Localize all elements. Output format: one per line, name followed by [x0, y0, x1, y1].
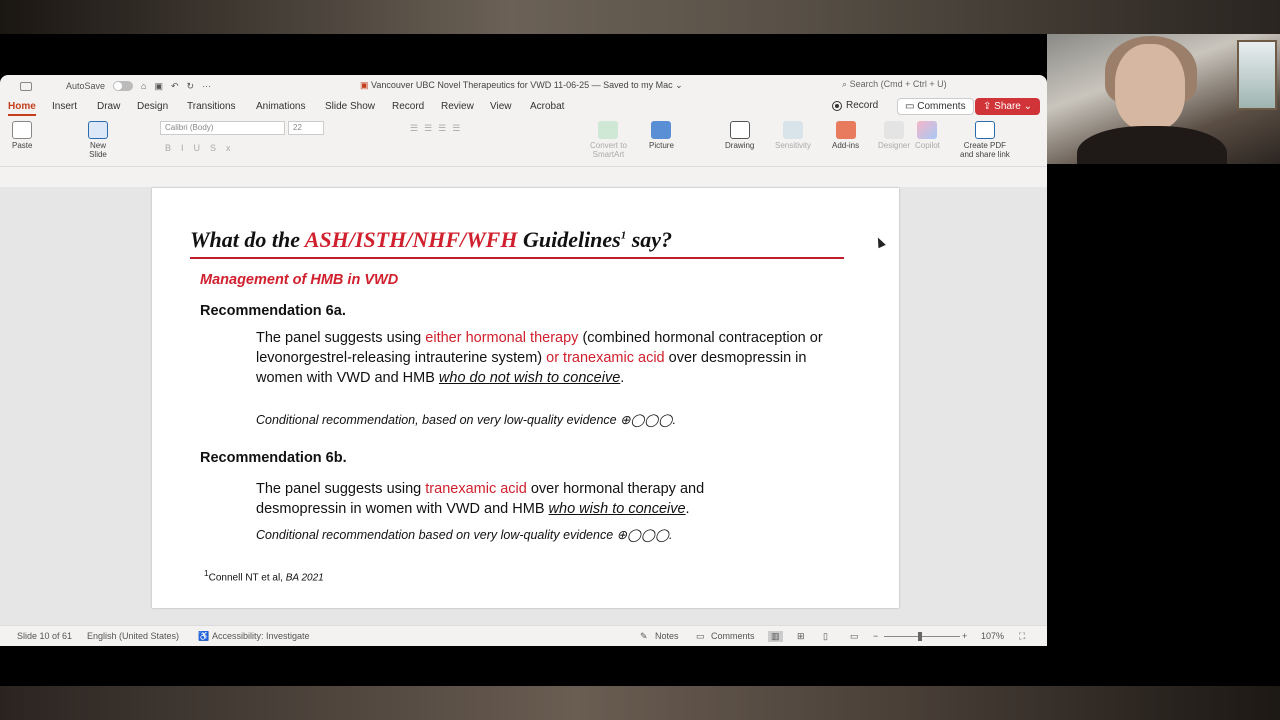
zoom-slider-thumb[interactable] [918, 632, 922, 641]
comments-status-button[interactable]: Comments [711, 631, 755, 641]
tab-draw[interactable]: Draw [97, 101, 121, 112]
record-button[interactable] [832, 100, 878, 111]
new-slide-button[interactable] [88, 121, 108, 159]
comment-icon: ▭ [905, 101, 915, 112]
rec6a-red-2: or tranexamic acid [546, 350, 665, 366]
copilot-icon [917, 121, 937, 139]
undo-icon[interactable]: ↶ [170, 80, 179, 91]
document-title [360, 80, 683, 91]
ribbon-tabs [0, 97, 1047, 117]
zoom-out-icon[interactable]: − [873, 631, 879, 641]
title-footnote-marker: 1 [620, 229, 627, 242]
slideshow-view-icon[interactable]: ▭ [850, 631, 859, 641]
designer-label: Designer [878, 141, 911, 150]
designer-icon [884, 121, 904, 139]
notes-icon: ✎ [640, 631, 648, 641]
tab-animations[interactable]: Animations [256, 101, 306, 112]
create-pdf-button[interactable] [960, 121, 1010, 159]
notes-button[interactable]: Notes [655, 631, 679, 641]
drawing-icon [730, 121, 750, 139]
title-text-3: say? [626, 227, 673, 252]
title-underline [190, 257, 844, 259]
rec6b-period: . [685, 501, 690, 517]
reference-journal: BA 2021 [285, 572, 324, 584]
recommendation-6a-evidence: Conditional recommendation, based on very low-quality evidence ⊕◯◯◯. [256, 413, 677, 427]
rec6b-text-1: The panel suggests using [256, 481, 426, 497]
reference-text: Connell NT et al, [208, 572, 286, 584]
title-text-1: What do the [190, 227, 305, 252]
addins-label: Add-ins [832, 141, 860, 150]
create-pdf-label-2: and share link [960, 150, 1010, 159]
drawing-label: Drawing [725, 141, 755, 150]
rec6a-period: . [620, 370, 625, 386]
paragraph-buttons[interactable]: ☰☰☰☰ [410, 123, 467, 133]
drawing-button[interactable] [725, 121, 754, 150]
comments-button[interactable] [897, 98, 974, 115]
slide-reference [204, 568, 324, 583]
convert-smartart-button[interactable] [590, 121, 627, 159]
pdf-share-icon [975, 121, 995, 139]
zoom-level[interactable]: 107% [981, 631, 1005, 641]
accessibility-status[interactable]: Accessibility: Investigate [212, 631, 310, 641]
search-box[interactable] [842, 79, 947, 90]
rec6b-red-1: tranexamic acid [425, 481, 527, 497]
autosave-label: AutoSave [66, 81, 106, 91]
slide-title [190, 227, 672, 253]
save-icon[interactable]: ▣ [154, 80, 163, 91]
smartart-icon [598, 121, 618, 139]
presenter-face [1115, 44, 1185, 130]
document-title-text: Vancouver UBC Novel Therapeutics for VWD 11-06-25 — Saved to my Mac [371, 80, 673, 90]
new-slide-label-2: Slide [89, 150, 107, 159]
home-icon[interactable]: ⌂ [141, 81, 147, 91]
tab-view[interactable]: View [490, 101, 512, 112]
rec6a-underlined: who do not wish to conceive [438, 370, 621, 386]
pptx-file-icon: ▣ [360, 80, 369, 90]
search-placeholder: Search (Cmd + Ctrl + U) [849, 79, 947, 89]
addins-button[interactable] [832, 121, 859, 150]
zoom-slider-track[interactable] [884, 636, 960, 637]
picture-button[interactable] [649, 121, 674, 150]
powerpoint-window [0, 75, 1047, 646]
tab-insert[interactable]: Insert [52, 101, 78, 112]
rec6b-text-2: over hormonal therapy and desmopressin in women with VWD and HMB [256, 481, 705, 517]
designer-button[interactable] [878, 121, 910, 150]
record-icon [832, 101, 842, 111]
presenter-body [1077, 126, 1227, 164]
accessibility-icon: ♿ [198, 631, 210, 641]
reading-view-icon[interactable]: ▯ [823, 631, 828, 641]
rec6a-red-1: either hormonal therapy [425, 330, 579, 346]
sensitivity-icon [783, 121, 803, 139]
language-indicator[interactable]: English (United States) [87, 631, 180, 641]
normal-view-icon[interactable]: ▥ [768, 631, 783, 642]
title-bar [0, 75, 1047, 97]
more-icon[interactable]: ··· [202, 81, 212, 91]
recommendation-6a-body [256, 328, 856, 388]
copilot-button[interactable] [915, 121, 940, 150]
rec6a-text-2: (combined hormonal contraception or levonorgestrel-releasing intrauterine system) [256, 330, 823, 366]
webcam-feed [1047, 34, 1280, 164]
share-label: Share [994, 101, 1021, 112]
picture-icon [651, 121, 671, 139]
background-bottom [0, 686, 1280, 720]
slide-sorter-icon[interactable]: ⊞ [797, 631, 805, 641]
font-format-buttons[interactable]: BIUSx [165, 143, 241, 153]
share-button[interactable] [975, 98, 1040, 115]
ribbon-toolbar [0, 117, 1047, 167]
new-slide-label-1: New [89, 141, 106, 150]
zoom-in-icon[interactable]: + [962, 631, 968, 641]
autosave-toggle[interactable] [113, 81, 133, 91]
title-text-2: Guidelines [517, 227, 621, 252]
tab-home[interactable]: Home [8, 101, 36, 116]
recommendation-6b-evidence: Conditional recommendation based on very low-quality evidence ⊕◯◯◯. [256, 528, 673, 542]
create-pdf-label-1: Create PDF [963, 141, 1007, 150]
slide[interactable] [152, 188, 899, 608]
font-name-select[interactable]: Calibri (Body) [160, 121, 285, 135]
slide-counter: Slide 10 of 61 [17, 631, 73, 641]
sensitivity-label: Sensitivity [775, 141, 812, 150]
recommendation-6b-body [256, 479, 796, 519]
recommendation-6b-heading: Recommendation 6b. [200, 450, 347, 466]
reference-marker: 1 [204, 568, 209, 578]
slide-subheading: Management of HMB in VWD [200, 272, 399, 288]
tab-acrobat[interactable]: Acrobat [530, 101, 565, 112]
rec6a-text-1: The panel suggests using [256, 330, 426, 346]
comments-status-icon: ▭ [696, 631, 705, 641]
tab-record[interactable]: Record [392, 101, 425, 112]
rec6a-text-3: over desmopressin in women with VWD and HMB [256, 350, 807, 386]
paste-label: Paste [12, 141, 33, 150]
redo-icon[interactable]: ↻ [186, 80, 195, 91]
font-size-select[interactable]: 22 [288, 121, 324, 135]
paste-button[interactable] [12, 121, 32, 150]
tab-design[interactable]: Design [137, 101, 169, 112]
fit-to-window-icon[interactable]: ⛶ [1019, 631, 1026, 641]
addins-icon [836, 121, 856, 139]
sidebar-toggle-icon[interactable] [20, 82, 32, 91]
rec6b-underlined: who wish to conceive [548, 501, 686, 517]
chevron-down-icon: ⌄ [1023, 101, 1033, 112]
window-in-background [1237, 40, 1277, 110]
record-label: Record [846, 100, 879, 111]
new-slide-icon [88, 121, 108, 139]
title-text-red: ASH/ISTH/NHF/WFH [304, 227, 518, 252]
background-top [0, 0, 1280, 34]
copilot-label: Copilot [915, 141, 940, 150]
tab-transitions[interactable]: Transitions [187, 101, 236, 112]
recommendation-6a-heading: Recommendation 6a. [200, 303, 346, 319]
tab-slide-show[interactable]: Slide Show [325, 101, 376, 112]
convert-label-1: Convert to [590, 141, 627, 150]
convert-label-2: SmartArt [592, 150, 625, 159]
comments-label: Comments [917, 101, 966, 112]
picture-label: Picture [649, 141, 674, 150]
clipboard-icon [12, 121, 32, 139]
share-icon: ⇪ [983, 101, 992, 112]
search-icon: ⌕ [842, 79, 848, 89]
tab-review[interactable]: Review [441, 101, 474, 112]
chevron-down-icon[interactable]: ⌄ [675, 80, 683, 90]
sensitivity-button[interactable] [775, 121, 811, 150]
status-bar [0, 625, 1047, 646]
